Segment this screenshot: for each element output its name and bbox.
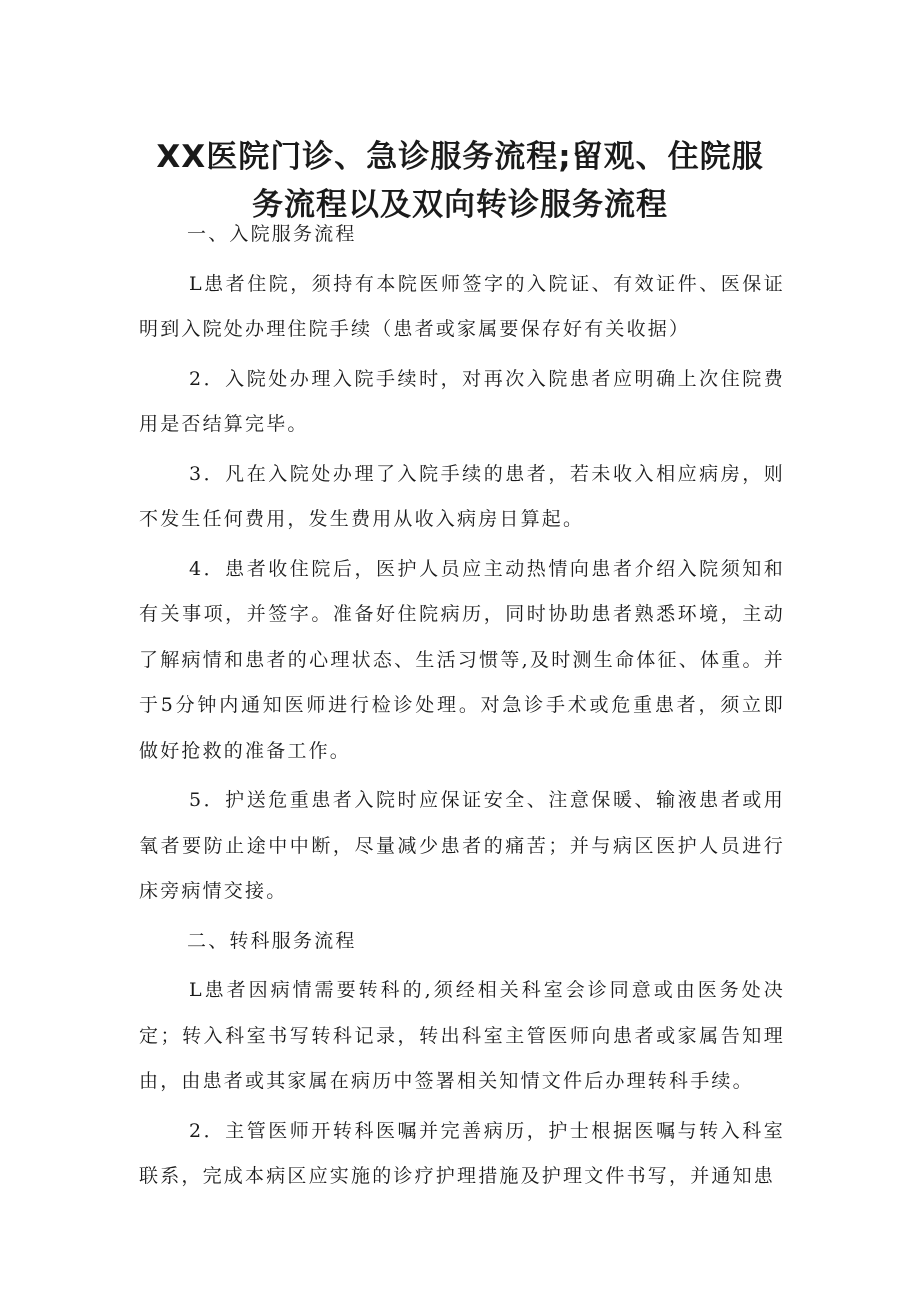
paragraph: 3．凡在入院处办理了入院手续的患者，若未收入相应病房，则不发生任何费用，发生费用从收入病房日算起。 [139,462,785,530]
section-heading-transfer: 二、转科服务流程 [187,929,357,952]
paragraph: L患者因病情需要转科的,须经相关科室会诊同意或由医务处决定；转入科室书写转科记录，转出科室主管医师向患者或家属告知理由，由患者或其家属在病历中签署相关知情文件后办理转科手续。 [139,979,785,1092]
paragraph: 2．入院处办理入院手续时，对再次入院患者应明确上次住院费用是否结算完毕。 [139,367,785,435]
paragraph: 2．主管医师开转科医嘱并完善病历，护士根据医嘱与转入科室联系，完成本病区应实施的诊疗护理措施及护理文件书写，并通知患 [139,1119,785,1187]
document-body [139,212,785,1204]
paragraph: 5．护送危重患者入院时应保证安全、注意保暖、输液患者或用氧者要防止途中中断，尽量减少患者的痛苦；并与病区医护人员进行床旁病情交接。 [139,789,785,902]
title-line-1: XX医院门诊、急诊服务流程;留观、住院服 [156,138,764,175]
title-line-2: 务流程以及双向转诊服务流程 [252,186,668,223]
section-heading-admission: 一、入院服务流程 [187,223,357,245]
paragraph: L患者住院，须持有本院医师签字的入院证、有效证件、医保证明到入院处办理住院手续（患者或家属要保存好有关收据） [139,272,785,340]
paragraph: 4．患者收住院后，医护人员应主动热情向患者介绍入院须知和有关事项，并签字。准备好住院病历，同时协助患者熟悉环境，主动了解病情和患者的心理状态、生活习惯等,及时测生命体征、体重。并于5分钟内通知医师进行检诊处理。对急诊手术或危重患者，须立即做好抢救的准备工作。 [139,557,785,762]
